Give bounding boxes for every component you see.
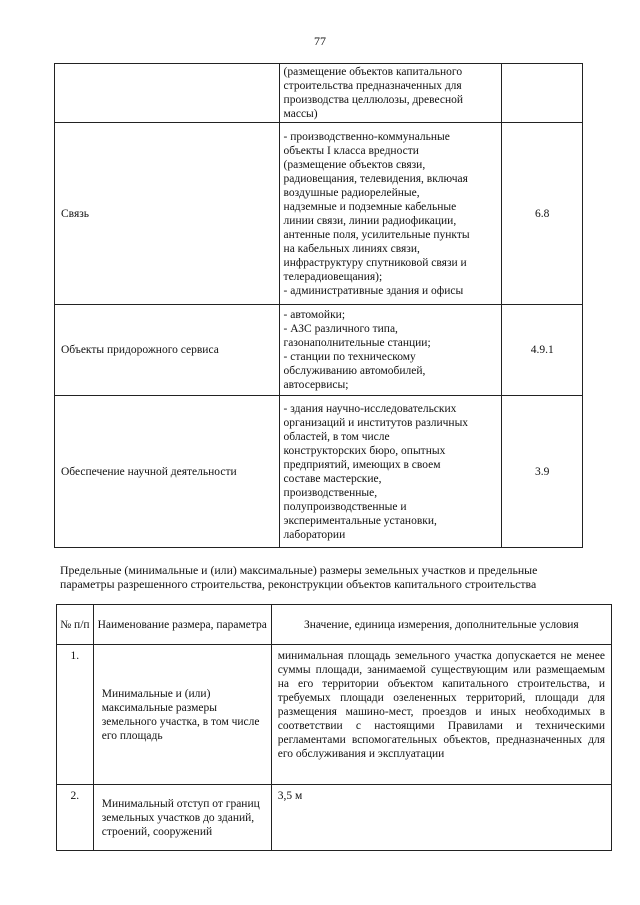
description-line: строительства предназначенных для	[283, 80, 462, 92]
use-description-cell	[279, 396, 502, 548]
table-row	[57, 645, 612, 785]
description-line: - здания научно-исследовательских	[283, 402, 457, 415]
description-line: экспериментальные установки,	[283, 514, 437, 527]
description-line: предприятий, имеющих в своем	[283, 458, 441, 471]
table-row	[55, 123, 583, 305]
page-number: 77	[314, 34, 326, 48]
description-line: производства целлюлозы, древесной	[283, 94, 464, 106]
description-line: автосервисы;	[283, 379, 349, 391]
description-line: - производственно-коммунальные	[283, 130, 450, 143]
description-line: организаций и институтов различных	[283, 416, 469, 429]
use-description-cell	[279, 305, 502, 396]
description-line: надземные и подземные кабельные	[283, 200, 457, 213]
use-code-cell: 3.9	[502, 396, 583, 548]
description-line: (размещение объектов связи,	[283, 158, 426, 171]
parameter-value: 3,5 м	[271, 785, 611, 851]
description-line: лаборатории	[283, 528, 346, 541]
parameter-name: Минимальные и (или) максимальные размеры земельного участка, в том числе его площадь	[93, 645, 271, 785]
table-header-row	[57, 605, 612, 645]
parameter-name: Минимальный отступ от границ земельных участков до зданий, строений, сооружений	[93, 785, 271, 851]
description-line: радиовещания, телевидения, включая	[283, 172, 468, 185]
description-line: - АЗС различного типа,	[283, 323, 398, 335]
use-code-cell: 6.8	[502, 123, 583, 305]
parameters-table	[56, 604, 612, 851]
description-line: массы)	[283, 108, 318, 120]
use-name-cell: Связь	[55, 123, 280, 305]
table-row	[57, 785, 612, 851]
use-description-cell	[279, 64, 502, 123]
description-line: составе мастерские,	[283, 472, 382, 485]
use-name-cell	[55, 64, 280, 123]
parameter-value: минимальная площадь земельного участка допускается не менее суммы площади, занимаемой существующим или размещаемым на его территории объектом капитального строительства, и требуемых площади озелененных территорий, площади для размещения машино-мест, проездов и иных необходимых в соответствии с настоящими Правилами и техническими регламентами вспомогательных объектов, предназначенных для его обслуживания и эксплуатации	[271, 645, 611, 785]
table-row	[55, 305, 583, 396]
description-line: антенные поля, усилительные пункты	[283, 228, 470, 241]
description-line: телерадиовещания);	[283, 270, 383, 283]
row-number: 2.	[57, 785, 94, 851]
use-description-cell	[279, 123, 502, 305]
use-name-cell: Обеспечение научной деятельности	[55, 396, 280, 548]
description-line: воздушные радиорелейные,	[283, 186, 420, 199]
header-number: № п/п	[57, 605, 94, 645]
description-line: (размещение объектов капитального	[283, 66, 463, 78]
row-number: 1.	[57, 645, 94, 785]
section-caption: Предельные (минимальные и (или) максимальные) размеры земельных участков и предельные параметры разрешенного строительства, реконструкции объектов капитального строительства	[60, 563, 538, 591]
description-line: - автомойки;	[283, 309, 346, 321]
description-line: инфраструктуру спутниковой связи и	[283, 256, 467, 269]
description-line: обслуживанию автомобилей,	[283, 365, 426, 377]
header-name: Наименование размера, параметра	[93, 605, 271, 645]
description-line: полупроизводственные и	[283, 500, 407, 513]
use-code-cell: 4.9.1	[502, 305, 583, 396]
description-line: производственные,	[283, 486, 378, 499]
land-use-table	[54, 63, 583, 548]
description-line: конструкторских бюро, опытных	[283, 444, 446, 457]
table-row	[55, 64, 583, 123]
description-line: - станции по техническому	[283, 351, 416, 363]
description-line: - административные здания и офисы	[283, 284, 464, 297]
description-line: на кабельных линиях связи,	[283, 242, 420, 255]
description-line: объекты I класса вредности	[283, 144, 419, 157]
table-row	[55, 396, 583, 548]
use-code-cell	[502, 64, 583, 123]
description-line: линии связи, линии радиофикации,	[283, 214, 457, 227]
description-line: газонаполнительные станции;	[283, 337, 431, 349]
description-line: областей, в том числе	[283, 430, 390, 443]
header-value: Значение, единица измерения, дополнительные условия	[271, 605, 611, 645]
use-name-cell: Объекты придорожного сервиса	[55, 305, 280, 396]
